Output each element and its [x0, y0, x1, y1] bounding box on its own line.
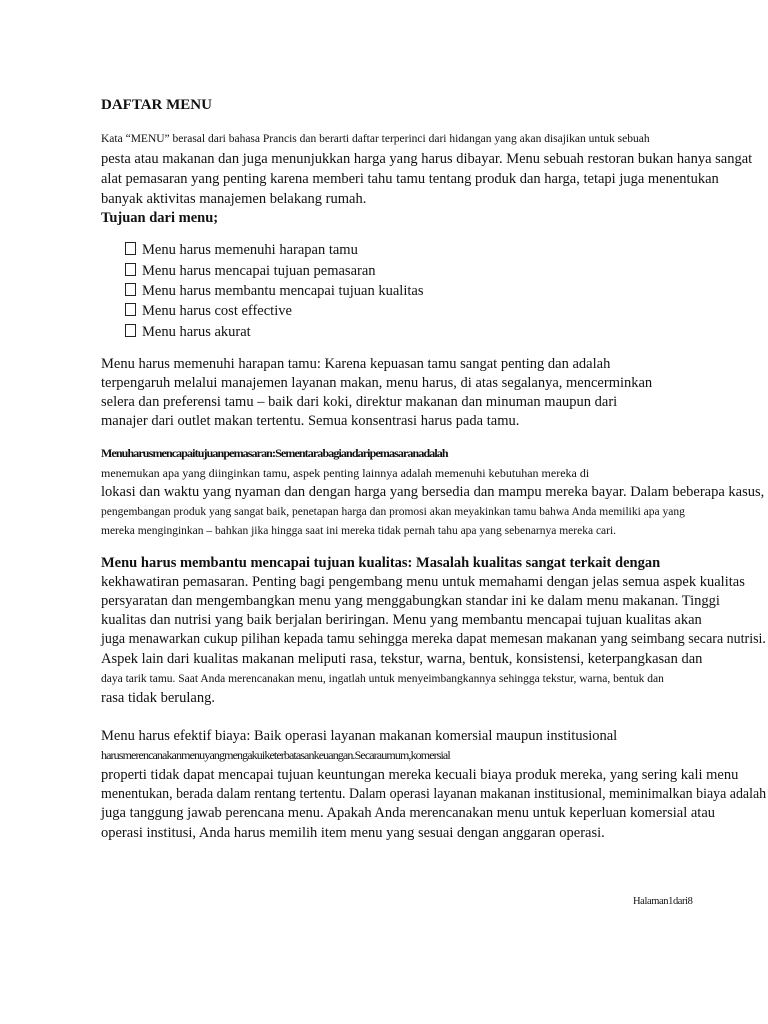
intro-line-2: pesta atau makanan dan juga menunjukkan harga yang harus dibayar. Menu sebuah restoran bukan hanya sangat: [101, 151, 753, 167]
para1-line: terpengaruh melalui manajemen layanan makan, menu harus, di atas segalanya, mencerminkan: [101, 375, 653, 391]
bullet-item: Menu harus cost effective: [125, 302, 292, 320]
para1-line: Menu harus memenuhi harapan tamu: Karena kepuasan tamu sangat penting dan adalah: [101, 356, 611, 372]
bullet-item: Menu harus memenuhi harapan tamu: [125, 241, 358, 259]
para4-line: properti tidak dapat mencapai tujuan keuntungan mereka kecuali biaya produk mereka, yang sering kali menu: [101, 767, 739, 783]
para3-line: Aspek lain dari kualitas makanan meliputi rasa, tekstur, warna, bentuk, konsistensi, keterpangkasan dan: [101, 651, 703, 667]
para3-heading-line: Menu harus membantu mencapai tujuan kualitas: Masalah kualitas sangat terkait dengan: [101, 555, 661, 571]
page-number: Halaman1dari8: [633, 896, 693, 907]
checkbox-icon: [125, 283, 136, 296]
bullet-item: Menu harus mencapai tujuan pemasaran: [125, 262, 376, 280]
para2-line: pengembangan produk yang sangat baik, penetapan harga dan promosi akan meyakinkan tamu bahwa Anda memiliki apa yang: [101, 506, 685, 518]
para1-line: manajer dari outlet makan tertentu. Semua konsentrasi harus pada tamu.: [101, 413, 520, 429]
para3-line: juga menawarkan cukup pilihan kepada tamu sehingga mereka dapat memesan makanan yang seimbang secara nutrisi.: [101, 631, 766, 647]
para3-line: rasa tidak berulang.: [101, 690, 215, 706]
para1-line: selera dan preferensi tamu – baik dari koki, direktur makanan dan minuman maupun dari: [101, 394, 618, 410]
para4-line: Menu harus efektif biaya: Baik operasi layanan makanan komersial maupun institusional: [101, 728, 618, 744]
para4-line: juga tanggung jawab perencana menu. Apakah Anda merencanakan menu untuk keperluan komersial atau: [101, 805, 716, 821]
checkbox-icon: [125, 303, 136, 316]
bullet-item: Menu harus membantu mencapai tujuan kualitas: [125, 282, 423, 300]
checkbox-icon: [125, 324, 136, 337]
para3-line: daya tarik tamu. Saat Anda merencanakan menu, ingatlah untuk menyeimbangkannya sehingga tekstur, warna, bentuk dan: [101, 673, 664, 685]
para2-line: menemukan apa yang diinginkan tamu, aspek penting lainnya adalah memenuhi kebutuhan mereka di: [101, 466, 590, 480]
checkbox-icon: [125, 263, 136, 276]
para4-line: harus merencanakan menu yang mengakui keterbatasan keuangan. Secara umum, komersial: [101, 748, 450, 762]
para3-line: kekhawatiran pemasaran. Penting bagi pengembang menu untuk memahami dengan jelas semua aspek kualitas: [101, 574, 745, 590]
para3-line: kualitas dan nutrisi yang baik berjalan beriringan. Menu yang membantu mencapai tujuan kualitas akan: [101, 612, 702, 628]
purpose-heading: Tujuan dari menu;: [101, 210, 219, 226]
intro-line-1: Kata “MENU” berasal dari bahasa Prancis dan berarti daftar terperinci dari hidangan yang akan disajikan untuk sebuah: [101, 133, 650, 145]
para2-line: mereka menginginkan – bahkan jika hingga saat ini mereka tidak pernah tahu apa yang sebenarnya mereka cari.: [101, 525, 617, 537]
checkbox-icon: [125, 242, 136, 255]
para2-line: lokasi dan waktu yang nyaman dan dengan harga yang bersedia dan mampu mereka bayar. Dalam beberapa kasus,: [101, 484, 765, 500]
para4-line: menentukan, berada dalam rentang tertentu. Dalam operasi layanan makanan institusional, meminimalkan biaya adalah: [101, 786, 767, 802]
intro-line-3: alat pemasaran yang penting karena memberi tahu tamu tentang produk dan harga, tetapi juga menentukan: [101, 171, 719, 187]
para2-heading-line: Menu harus mencapai tujuan pemasaran: Sementara bagian dari pemasaran adalah: [101, 446, 448, 460]
para3-line: persyaratan dan mengembangkan menu yang menggabungkan standar ini ke dalam menu makanan. Tinggi: [101, 593, 720, 609]
intro-line-4: banyak aktivitas manajemen belakang rumah.: [101, 191, 367, 207]
document-title: DAFTAR MENU: [101, 97, 212, 113]
para4-line: operasi institusi, Anda harus memilih item menu yang sesuai dengan anggaran operasi.: [101, 825, 605, 841]
bullet-item: Menu harus akurat: [125, 323, 251, 341]
